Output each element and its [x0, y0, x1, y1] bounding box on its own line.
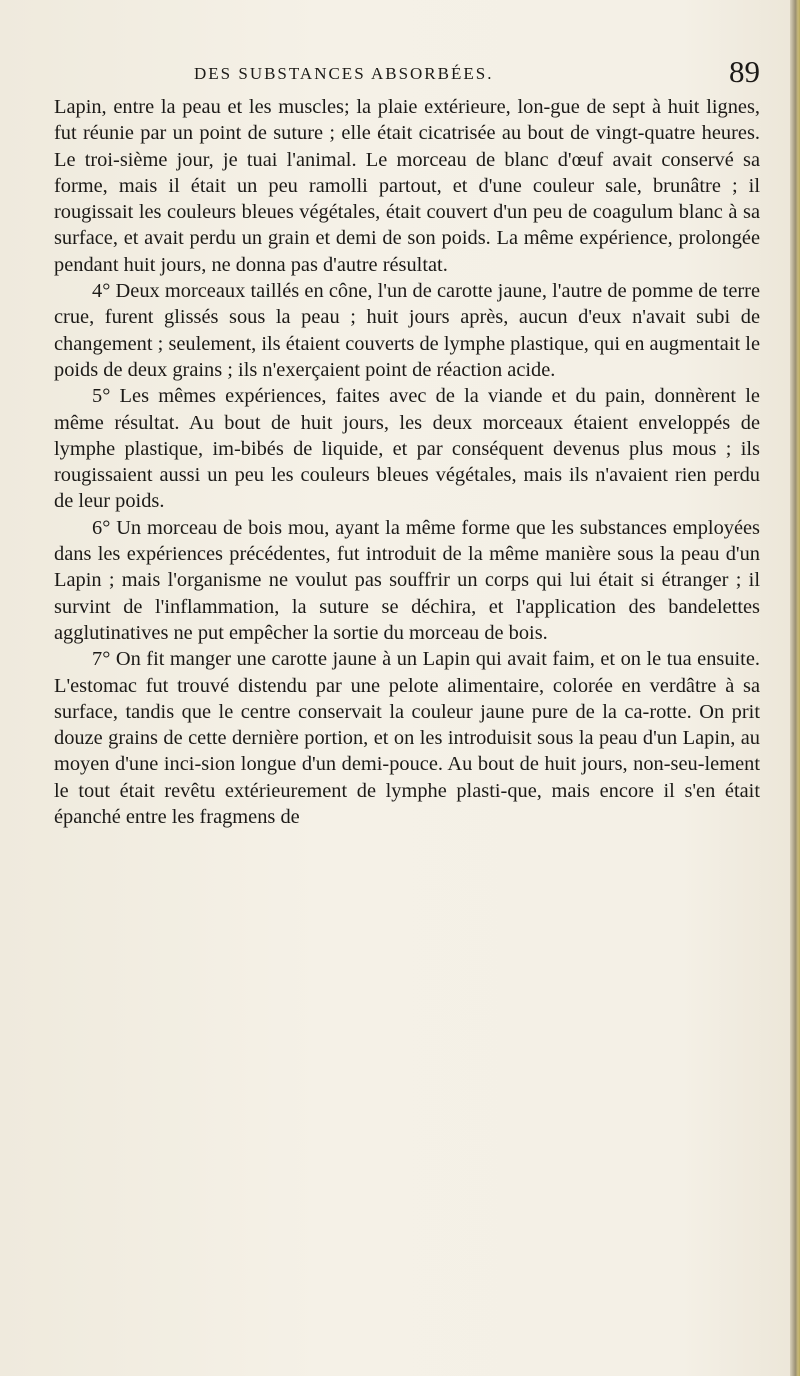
page-binding-edge: [790, 0, 800, 1376]
page-text-block: [54, 54, 760, 830]
page-header: [54, 54, 760, 94]
paragraph-experiment-4: 4° Deux morceaux taillés en cône, l'un de carotte jaune, l'autre de pomme de terre crue, furent glissés sous la peau ; huit jours après, aucun d'eux n'avait subi de changement ; seulement, ils étaient couverts de lymphe plastique, qui en augmentait le poids de deux grains ; ils n'exerçaient point de réaction acide.: [54, 280, 760, 381]
paragraph-experiment-5: 5° Les mêmes expériences, faites avec de la viande et du pain, donnèrent le même résultat. Au bout de huit jours, les deux morceaux étaient enveloppés de lymphe plastique, im-bibés de liquide, et par conséquent devenus plus mous ; ils rougissaient aussi un peu les couleurs bleues végétales, mais ils n'avaient rien perdu de leur poids.: [54, 385, 760, 513]
paragraph-experiment-6: 6° Un morceau de bois mou, ayant la même forme que les substances employées dans les expériences précédentes, fut introduit de la même manière sous la peau d'un Lapin ; mais l'organisme ne voulut pas souffrir un corps qui lui était si étranger ; il survint de l'inflammation, la suture se déchira, et l'application des bandelettes agglutinatives ne put empêcher la sortie du morceau de bois.: [54, 516, 760, 644]
paragraph-experiment-7: 7° On fit manger une carotte jaune à un Lapin qui avait faim, et on le tua ensuite. L'estomac fut trouvé distendu par une pelote alimentaire, colorée en verdâtre à sa surface, tandis que le centre conservait la couleur jaune pure de la ca-rotte. On prit douze grains de cette dernière portion, et on les introduisit sous la peau d'un Lapin, au moyen d'une inci-sion longue d'un demi-pouce. Au bout de huit jours, non-seu-lement le tout était revêtu extérieurement de lymphe plasti-que, mais encore il s'en était épanché entre les fragmens de: [54, 648, 760, 829]
running-head: DES SUBSTANCES ABSORBÉES.: [194, 64, 494, 83]
paragraph-continuation: Lapin, entre la peau et les muscles; la plaie extérieure, lon-gue de sept à huit lignes, fut réunie par un point de suture ; elle était cicatrisée au bout de vingt-quatre heures. Le troi-sième jour, je tuai l'animal. Le morceau de blanc d'œuf avait conservé sa forme, mais il était un peu ramolli partout, et d'une couleur sale, brunâtre ; il rougissait les couleurs bleues végétales, était couvert d'un peu de coagulum blanc à sa surface, et avait perdu un grain et demi de son poids. La même expérience, prolongée pendant huit jours, ne donna pas d'autre résultat.: [54, 96, 760, 276]
page-number: 89: [729, 54, 760, 89]
